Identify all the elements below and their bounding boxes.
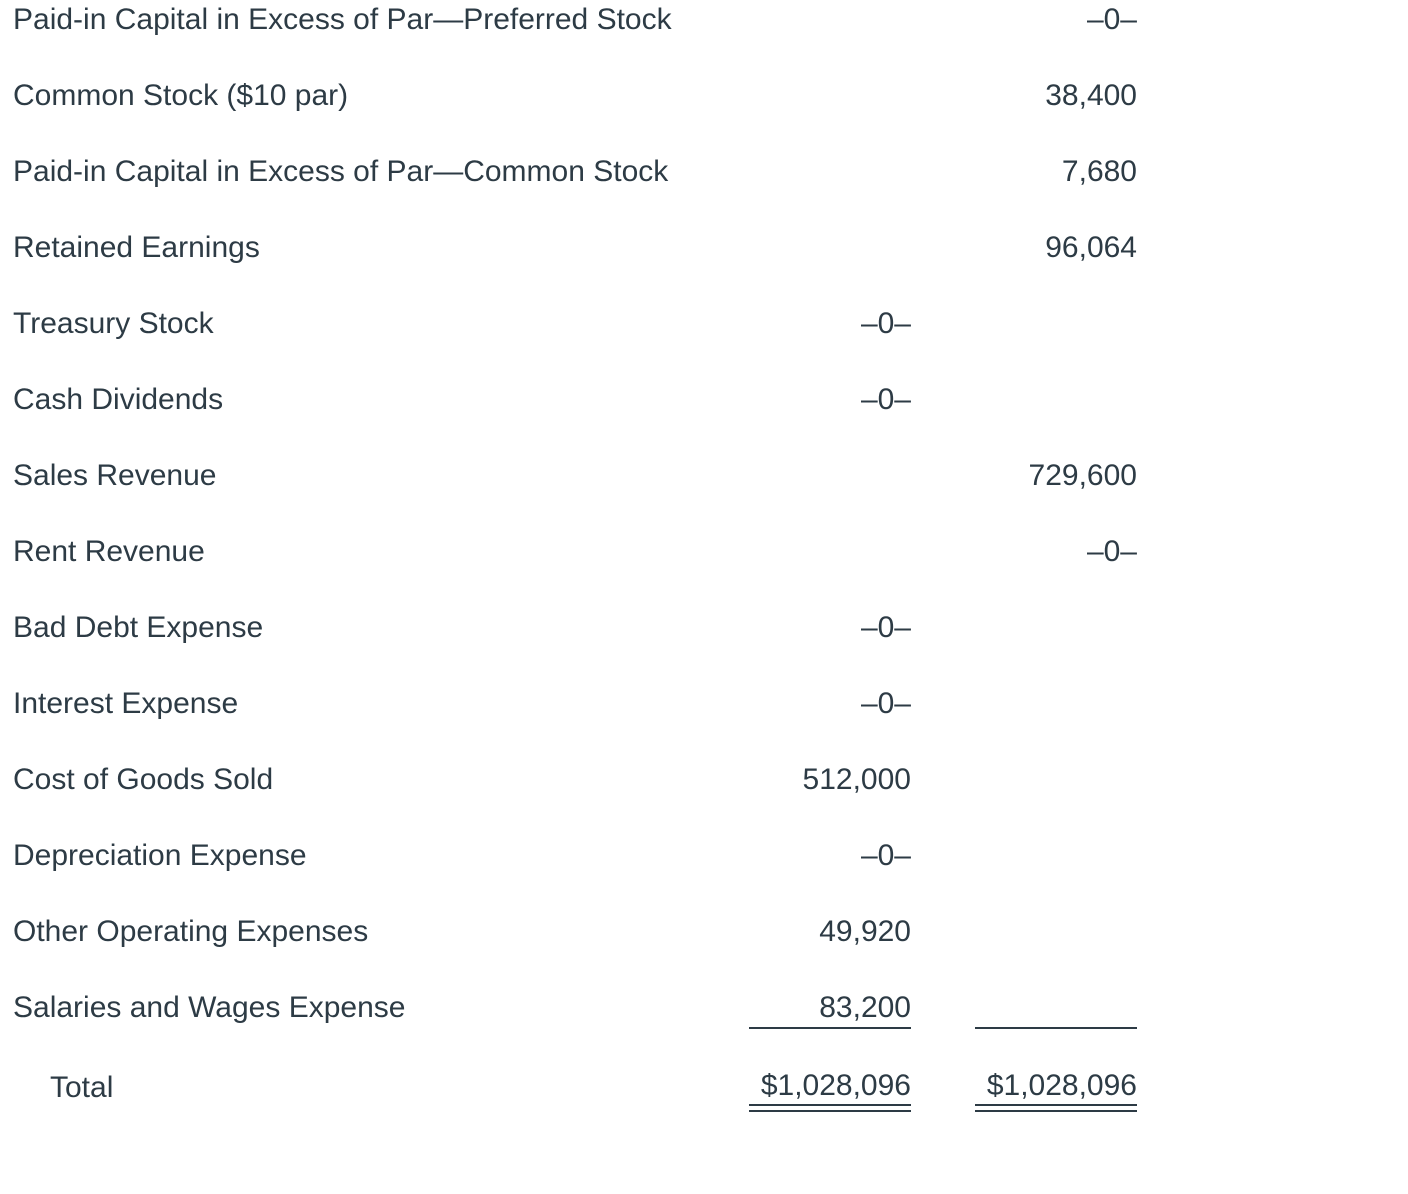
total-row — [0, 1066, 1408, 1142]
account-name: Cash Dividends — [13, 383, 224, 416]
table-row — [0, 152, 1408, 228]
debit-total-double-rule — [749, 1104, 911, 1112]
credit-amount: 38,400 — [1045, 79, 1137, 112]
debit-amount: 49,920 — [819, 915, 911, 948]
credit-total-double-rule — [975, 1104, 1137, 1112]
credit-amount: 96,064 — [1045, 231, 1137, 264]
table-row — [0, 608, 1408, 684]
table-row — [0, 836, 1408, 912]
account-name: Cost of Goods Sold — [13, 763, 274, 796]
debit-amount: –0– — [860, 839, 911, 872]
table-row — [0, 988, 1408, 1064]
total-debit-amount: $1,028,096 — [760, 1069, 911, 1102]
account-name: Common Stock ($10 par) — [13, 79, 349, 112]
account-name: Paid-in Capital in Excess of Par—Common Stock — [13, 155, 669, 188]
table-row — [0, 912, 1408, 988]
debit-amount: 83,200 — [819, 991, 911, 1024]
table-row — [0, 0, 1408, 76]
table-row — [0, 380, 1408, 456]
credit-amount: 729,600 — [1028, 459, 1137, 492]
account-name: Treasury Stock — [13, 307, 214, 340]
debit-amount: 512,000 — [802, 763, 911, 796]
account-name: Rent Revenue — [13, 535, 205, 568]
debit-amount: –0– — [860, 611, 911, 644]
total-credit-amount: $1,028,096 — [986, 1069, 1137, 1102]
table-row — [0, 456, 1408, 532]
credit-amount: –0– — [1086, 535, 1137, 568]
credit-amount: 7,680 — [1061, 155, 1137, 188]
account-name: Other Operating Expenses — [13, 915, 369, 948]
debit-amount: –0– — [860, 383, 911, 416]
account-name: Interest Expense — [13, 687, 239, 720]
account-name: Paid-in Capital in Excess of Par—Preferred Stock — [13, 3, 672, 36]
account-name: Salaries and Wages Expense — [13, 991, 406, 1024]
table-row — [0, 532, 1408, 608]
account-name: Retained Earnings — [13, 231, 260, 264]
table-row — [0, 684, 1408, 760]
table-row — [0, 76, 1408, 152]
table-row — [0, 760, 1408, 836]
credit-subtotal-rule — [975, 1027, 1137, 1029]
account-name: Depreciation Expense — [13, 839, 307, 872]
debit-amount: –0– — [860, 307, 911, 340]
account-name: Sales Revenue — [13, 459, 217, 492]
credit-amount: –0– — [1086, 3, 1137, 36]
account-name: Bad Debt Expense — [13, 611, 264, 644]
total-label: Total — [50, 1071, 114, 1104]
debit-amount: –0– — [860, 687, 911, 720]
table-row — [0, 228, 1408, 304]
table-row — [0, 304, 1408, 380]
debit-subtotal-rule — [749, 1027, 911, 1029]
